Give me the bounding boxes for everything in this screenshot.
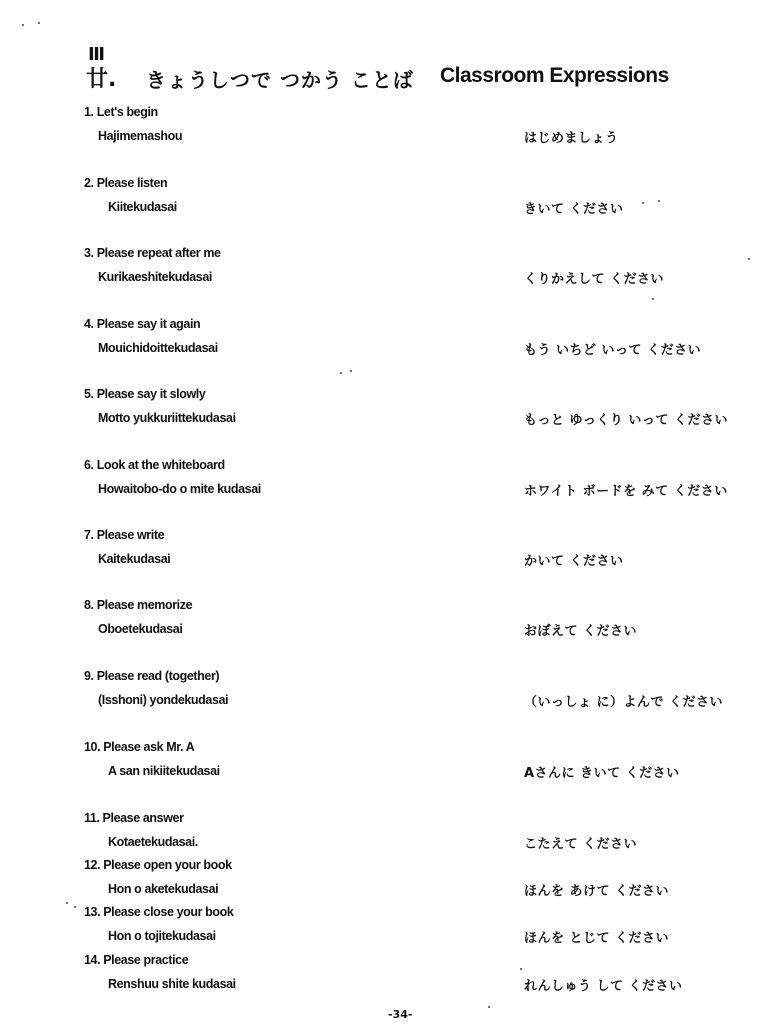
expression-romaji: Hon o aketekudasai	[108, 882, 219, 896]
scan-speck	[340, 372, 342, 374]
expression-romaji: Hajimemashou	[98, 129, 183, 143]
expression-romaji: Kurikaeshitekudasai	[98, 270, 212, 284]
title-japanese: きょうしつで つかう ことば	[146, 68, 414, 92]
scan-speck	[748, 258, 750, 260]
expression-romaji: Hon o tojitekudasai	[108, 929, 216, 943]
expression-romaji: Mouichidoittekudasai	[98, 341, 218, 355]
expression-japanese: きいて ください	[524, 202, 624, 217]
expression-item	[84, 740, 724, 786]
expression-english: 4. Please say it again	[84, 317, 201, 331]
scan-speck	[642, 202, 644, 204]
scan-speck	[652, 298, 654, 300]
expression-english: 9. Please read (together)	[84, 669, 220, 683]
expression-romaji: A san nikiitekudasai	[108, 764, 220, 778]
expression-english: 2. Please listen	[84, 176, 168, 190]
expression-japanese: かいて ください	[524, 554, 624, 569]
expression-japanese: ほんを あけて ください	[524, 884, 670, 899]
expression-romaji: Motto yukkuriittekudasai	[98, 411, 236, 425]
expression-english: 11. Please answer	[84, 811, 184, 825]
scan-speck	[74, 906, 76, 908]
expression-item	[84, 458, 728, 504]
scan-speck	[66, 902, 68, 904]
expression-item	[84, 317, 724, 363]
expression-item	[84, 905, 724, 951]
expression-romaji: Oboetekudasai	[98, 622, 183, 636]
expression-english: 13. Please close your book	[84, 905, 234, 919]
expression-english: 7. Please write	[84, 528, 165, 542]
expression-english: 8. Please memorize	[84, 598, 193, 612]
expression-item	[84, 858, 724, 904]
expression-english: 10. Please ask Mr. A	[84, 740, 195, 754]
scan-speck	[350, 370, 352, 372]
expression-japanese: おぼえて ください	[524, 624, 638, 639]
expression-item	[84, 176, 724, 222]
expression-item	[84, 811, 724, 857]
expression-english: 1. Let's begin	[84, 105, 158, 119]
expression-japanese: もう いちど いって ください	[524, 343, 702, 358]
expression-romaji: Kaitekudasai	[98, 552, 171, 566]
page-number: -34-	[388, 1008, 413, 1021]
expression-english: 14. Please practice	[84, 953, 189, 967]
expression-romaji: Howaitobo-do o mite kudasai	[98, 482, 261, 496]
expression-japanese: ほんを とじて ください	[524, 931, 670, 946]
expression-romaji: Renshuu shite kudasai	[108, 977, 236, 991]
expression-japanese: もっと ゆっくり いって ください	[524, 413, 728, 428]
expression-japanese: （いっしょ に）よんで ください	[524, 695, 724, 710]
expression-romaji: Kiitekudasai	[108, 200, 177, 214]
expression-item	[84, 953, 724, 999]
expression-japanese: Aさんに きいて ください	[524, 766, 680, 781]
scan-speck	[22, 24, 24, 26]
expression-romaji: (Isshoni) yondekudasai	[98, 693, 229, 707]
expression-japanese: こたえて ください	[524, 837, 638, 852]
section-number: 廿.	[86, 67, 117, 92]
header-mark: Ⅲ	[88, 44, 107, 65]
expression-item	[84, 246, 724, 292]
expression-item	[84, 528, 724, 574]
expression-english: 12. Please open your book	[84, 858, 232, 872]
expression-japanese: くりかえして ください	[524, 272, 665, 287]
expression-english: 6. Look at the whiteboard	[84, 458, 225, 472]
title-english: Classroom Expressions	[440, 64, 669, 87]
expression-japanese: れんしゅう して ください	[524, 979, 683, 994]
scan-speck	[520, 968, 522, 970]
scan-speck	[38, 22, 40, 24]
expression-japanese: ホワイト ボードを みて ください	[524, 484, 728, 499]
scan-speck	[488, 1006, 490, 1008]
expression-item	[84, 598, 724, 644]
expression-japanese: はじめましょう	[524, 131, 619, 146]
expression-item	[84, 669, 724, 715]
expression-romaji: Kotaetekudasai.	[108, 835, 198, 849]
expression-item	[84, 105, 724, 151]
expression-item	[84, 387, 728, 433]
page-title	[86, 62, 726, 94]
expression-english: 5. Please say it slowly	[84, 387, 206, 401]
expression-english: 3. Please repeat after me	[84, 246, 221, 260]
scan-speck	[658, 200, 660, 202]
